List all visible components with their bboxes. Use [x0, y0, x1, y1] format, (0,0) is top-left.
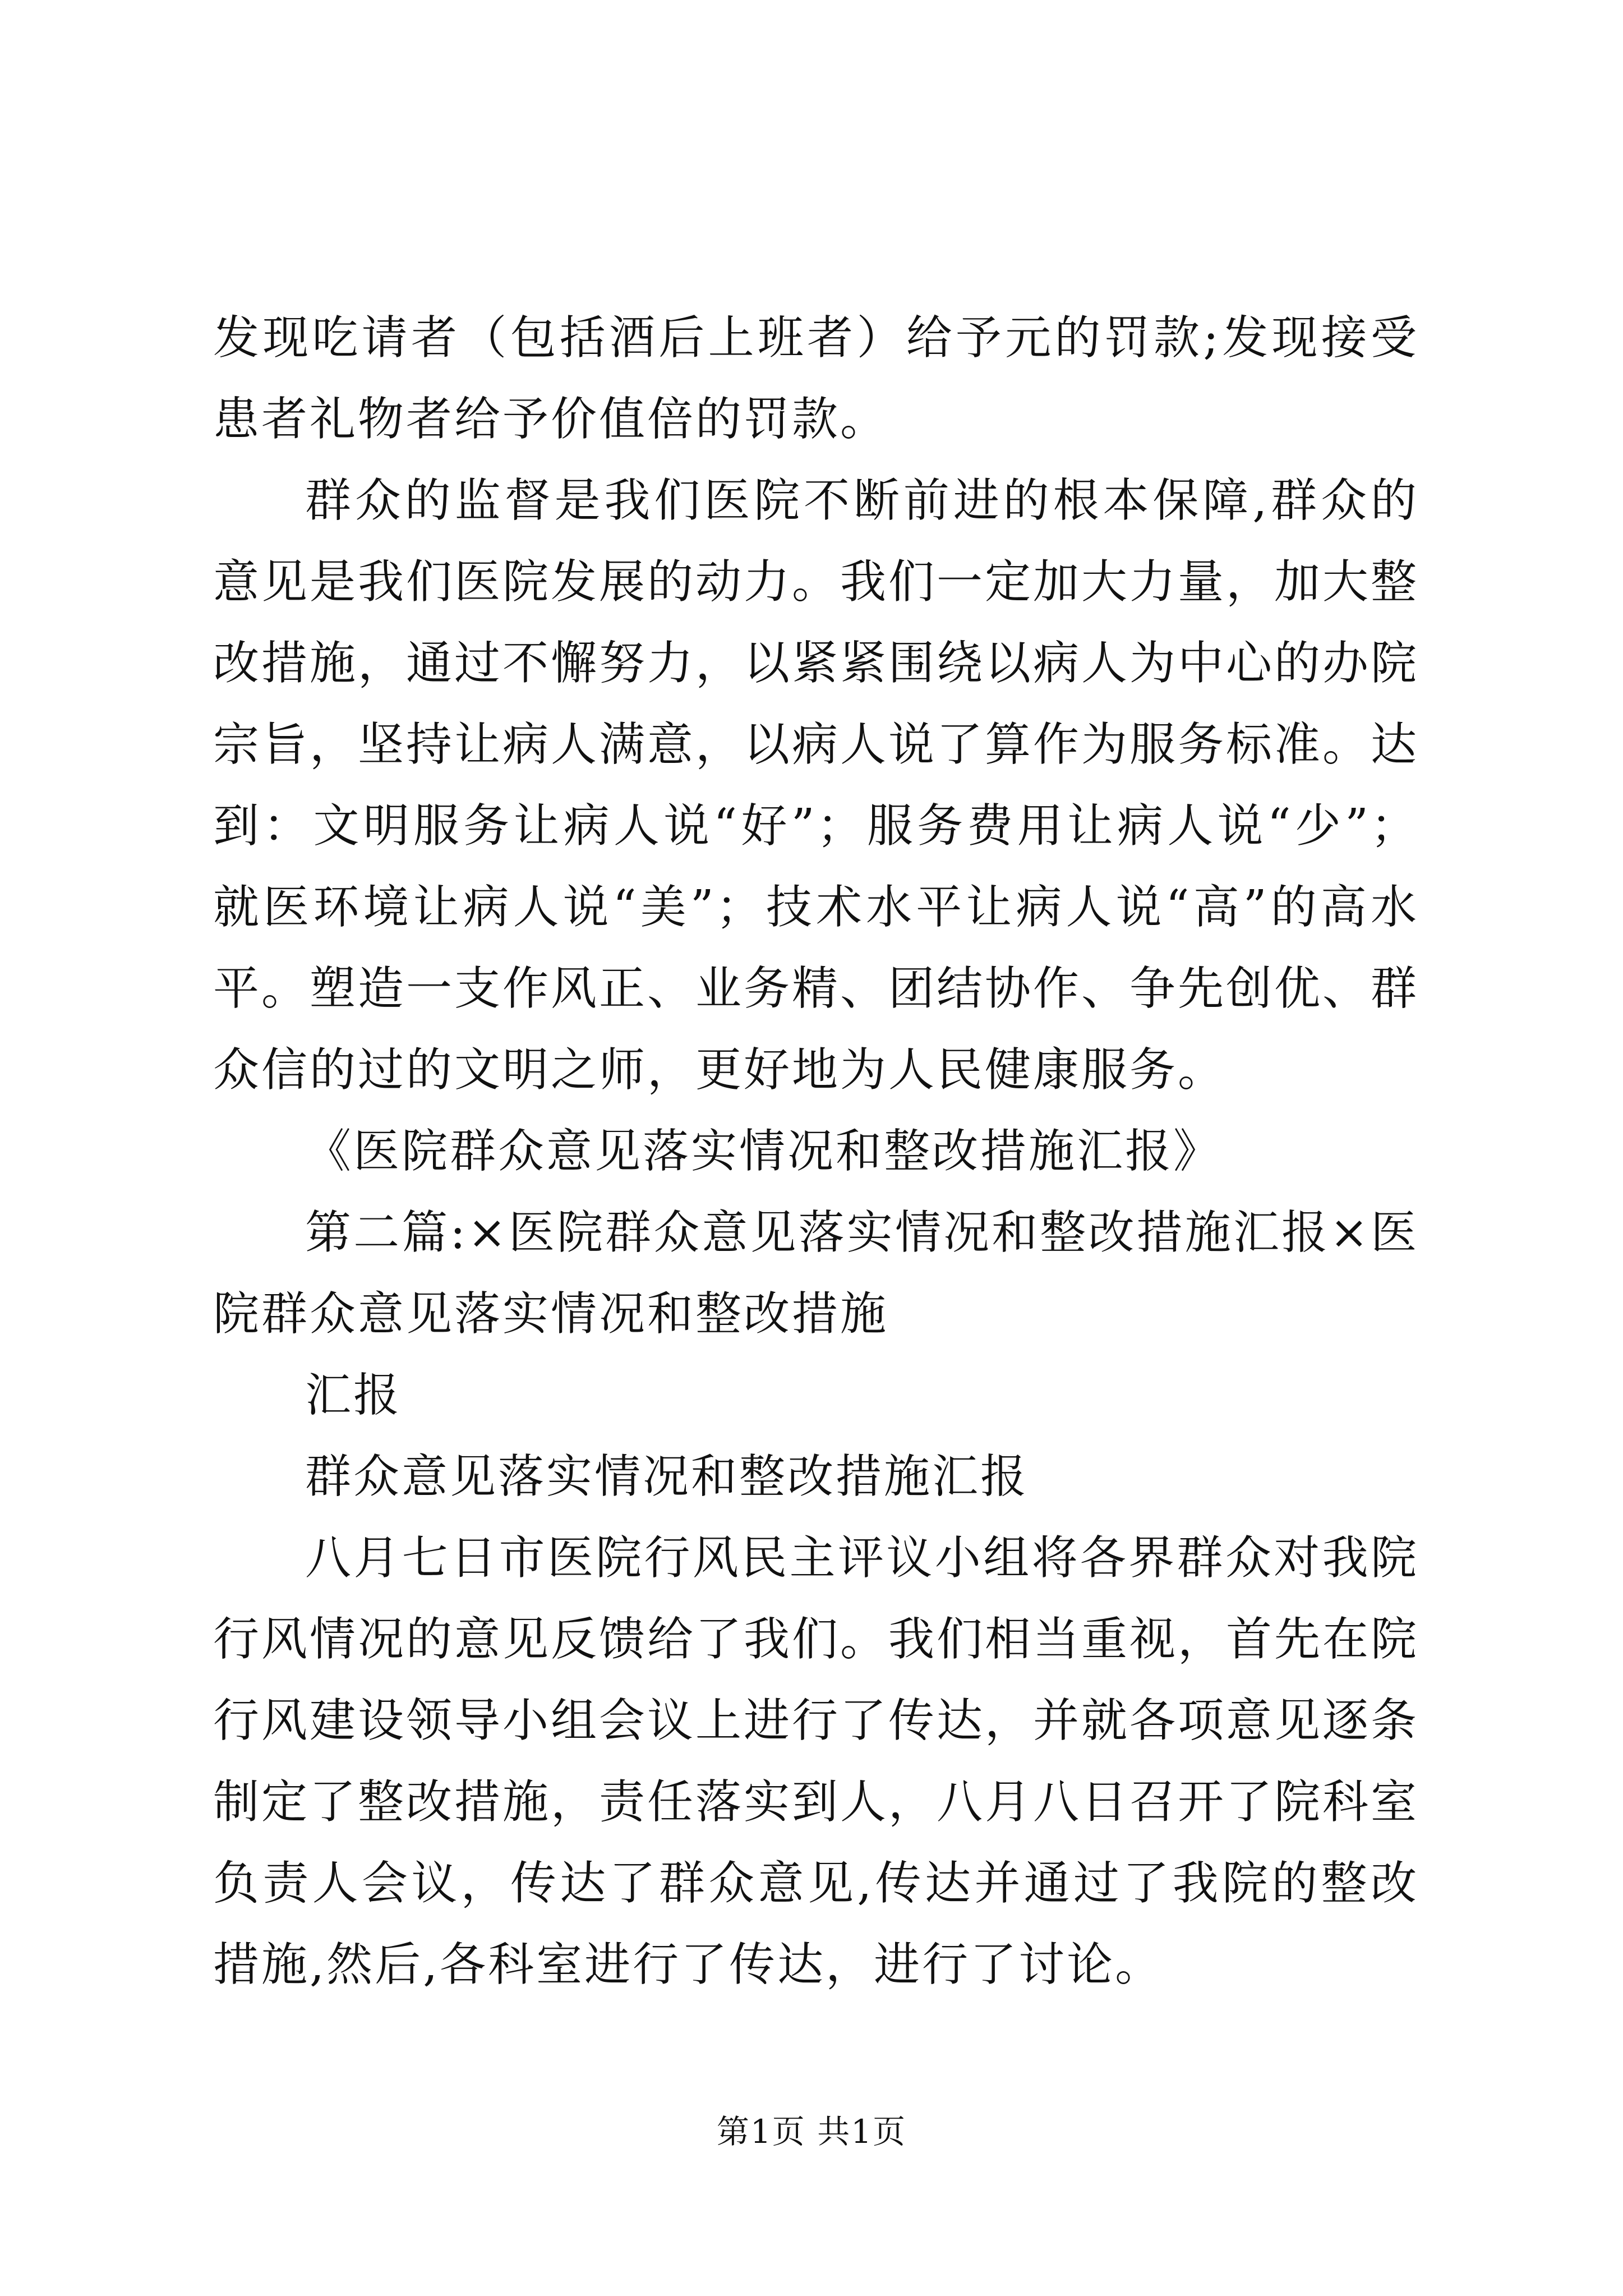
paragraph-3: 八月七日市医院行风民主评议小组将各界群众对我院行风情况的意见反馈给了我们。我们相当重视，首先在院行风建设领导小组会议上进行了传达，并就各项意见逐条制定了整改措施，责任落实到人，八月八日召开了院科室负责人会议，传达了群众意见,传达并通过了我院的整改措施,然后,各科室进行了传达，进行了讨论。: [213, 1531, 1419, 1991]
page-footer: 第1页 共1页: [716, 2113, 907, 2151]
section-title: 《医院群众意见落实情况和整改措施汇报》: [305, 1125, 1222, 1178]
paragraph-2: 群众的监督是我们医院不断前进的根本保障,群众的意见是我们医院发展的动力。我们一定加大力量，加大整改措施，通过不懈努力，以紧紧围绕以病人为中心的办院宗旨，坚持让病人满意，以病人说了算作为服务标准。达到：文明服务让病人说“好”；服务费用让病人说“少”；就医环境让病人说“美”；技术水平让病人说“高”的高水平。塑造一支作风正、业务精、团结协作、争先创优、群众信的过的文明之师，更好地为人民健康服务。: [213, 474, 1419, 1097]
heading-report: 汇报: [305, 1369, 402, 1422]
paragraph-1: 发现吃请者（包括酒后上班者）给予元的罚款;发现接受患者礼物者给予价值倍的罚款。: [213, 311, 1419, 446]
chapter-heading: 第二篇:×医院群众意见落实情况和整改措施汇报×医院群众意见落实情况和整改措施: [213, 1206, 1419, 1341]
subheading: 群众意见落实情况和整改措施汇报: [305, 1450, 1029, 1503]
